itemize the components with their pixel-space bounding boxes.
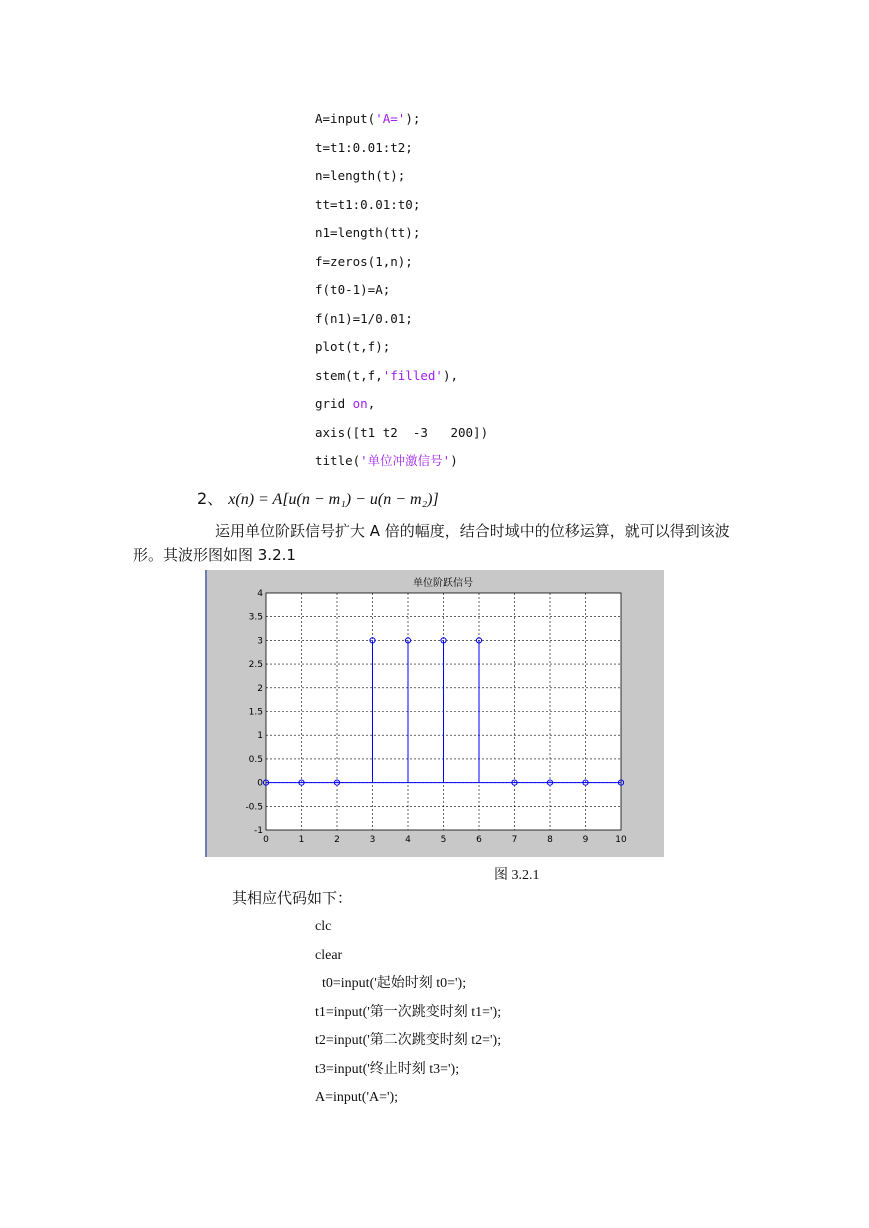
- code-line: t2=input('第二次跳变时刻 t2=');: [315, 1033, 502, 1048]
- y-tick-label: 2: [257, 683, 263, 694]
- code-line: clear: [315, 947, 343, 963]
- y-tick-label: 3.5: [248, 612, 263, 623]
- x-tick-label: 9: [582, 835, 589, 845]
- y-tick-label: 0: [257, 778, 263, 789]
- y-tick-label: 1.5: [248, 707, 263, 718]
- code-line: n1=length(tt);: [315, 225, 421, 240]
- code-block-2: [315, 917, 501, 1117]
- y-tick-label: 0.5: [248, 754, 263, 765]
- code-line: axis([t1 t2 -3 200]): [315, 424, 489, 440]
- code-line: f(n1)=1/0.01;: [315, 310, 413, 326]
- x-tick-label: 7: [511, 835, 518, 845]
- body-paragraph: 运用单位阶跃信号扩大 A 倍的幅度，结合时域中的位移运算，就可以得到该波形。其波形图如图 3.2.1: [133, 522, 730, 564]
- section-heading: [197, 486, 439, 509]
- section-number: 2、: [197, 489, 224, 508]
- code-line: stem(t,f,'filled'),: [315, 367, 459, 383]
- code-line: t=t1:0.01:t2;: [315, 139, 413, 155]
- chart-title: 单位阶跃信号: [413, 578, 473, 589]
- code-line: A=input('A=');: [315, 1090, 399, 1105]
- x-tick-label: 3: [369, 835, 376, 845]
- y-tick-label: -1: [254, 826, 263, 836]
- code-line: t3=input('终止时刻 t3=');: [315, 1061, 460, 1077]
- code-line: t0=input('起始时刻 t0=');: [315, 976, 467, 991]
- x-tick-label: 5: [440, 835, 447, 845]
- x-tick-label: 2: [334, 835, 340, 845]
- section-formula: x(n) = A[u(n − m₁) − u(n − m₂)]: [228, 491, 439, 508]
- code-line: title('单位冲激信号'): [315, 453, 458, 468]
- code-line: plot(t,f);: [315, 339, 391, 354]
- figure-caption: 图 3.2.1: [494, 868, 540, 883]
- x-tick-label: 6: [476, 835, 482, 845]
- code-line: A=input('A=');: [315, 111, 421, 126]
- x-tick-label: 1: [298, 835, 305, 845]
- code-block-1: [315, 109, 488, 480]
- stem-chart: [205, 570, 664, 857]
- code-line: t1=input('第一次跳变时刻 t1=');: [315, 1004, 502, 1020]
- code-line: f=zeros(1,n);: [315, 253, 413, 269]
- y-tick-label: -0.5: [245, 802, 263, 813]
- x-tick-label: 4: [405, 835, 411, 845]
- code-line: grid on,: [315, 396, 376, 411]
- x-tick-label: 10: [615, 835, 627, 845]
- y-tick-label: 2.5: [248, 660, 263, 671]
- code-intro: 其相应代码如下：: [232, 889, 353, 907]
- y-tick-label: 4: [257, 589, 263, 599]
- code-line: f(t0-1)=A;: [315, 282, 391, 297]
- y-tick-label: 1: [257, 731, 263, 742]
- code-line: tt=t1:0.01:t0;: [315, 196, 421, 212]
- code-line: n=length(t);: [315, 168, 406, 183]
- code-line: clc: [315, 919, 332, 934]
- x-tick-label: 0: [263, 835, 269, 845]
- y-tick-label: 3: [257, 636, 263, 647]
- x-tick-label: 8: [547, 835, 553, 845]
